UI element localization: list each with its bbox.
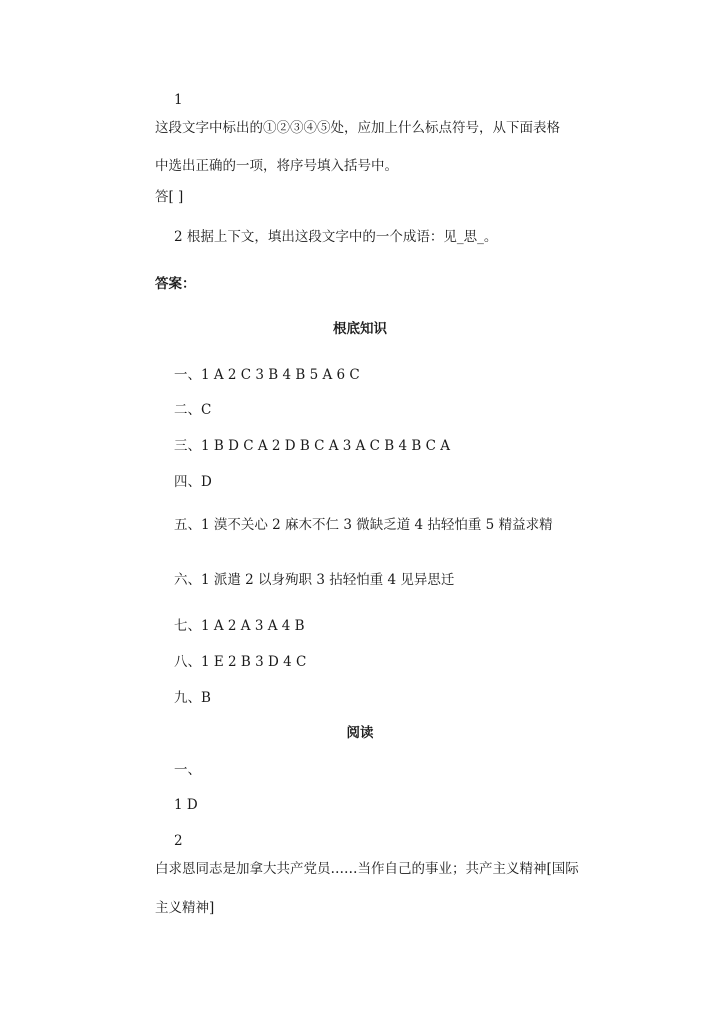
section-title-reading: 阅读	[346, 725, 374, 741]
reading-item-3: 2	[174, 833, 183, 849]
question-1-text-line-2: 中选出正确的一项，将序号填入括号中。	[155, 158, 398, 174]
reading-item-1: 一、	[174, 762, 201, 778]
question-1-answer-bracket: 答[ ]	[155, 189, 184, 205]
reading-item-2: 1 D	[174, 797, 198, 813]
answers-label: 答案：	[155, 276, 196, 292]
answer-item-8: 八、1 E 2 B 3 D 4 C	[174, 654, 307, 670]
reading-text-line-1: 白求恩同志是加拿大共产党员……当作自己的事业；共产主义精神[国际	[155, 861, 579, 877]
question-2-text: 2 根据上下文，填出这段文字中的一个成语：见_思_。	[174, 229, 498, 245]
answer-item-1: 一、1 A 2 C 3 B 4 B 5 A 6 C	[174, 367, 360, 383]
question-1-text-line-1: 这段文字中标出的①②③④⑤处，应加上什么标点符号，从下面表格	[155, 120, 560, 136]
answer-item-9: 九、B	[174, 690, 211, 706]
answer-item-6: 六、1 派遣 2 以身殉职 3 拈轻怕重 4 见异思迁	[174, 572, 455, 588]
section-title-basic-knowledge: 根底知识	[333, 321, 387, 337]
answer-item-3: 三、1 B D C A 2 D B C A 3 A C B 4 B C A	[174, 438, 450, 454]
answer-item-7: 七、1 A 2 A 3 A 4 B	[174, 618, 305, 634]
answer-item-4: 四、D	[174, 474, 212, 490]
reading-text-line-2: 主义精神]	[155, 900, 215, 916]
answer-item-2: 二、C	[174, 402, 212, 418]
question-number-1: 1	[174, 92, 183, 108]
answer-item-5: 五、1 漠不关心 2 麻木不仁 3 微缺乏道 4 拈轻怕重 5 精益求精	[174, 517, 553, 533]
